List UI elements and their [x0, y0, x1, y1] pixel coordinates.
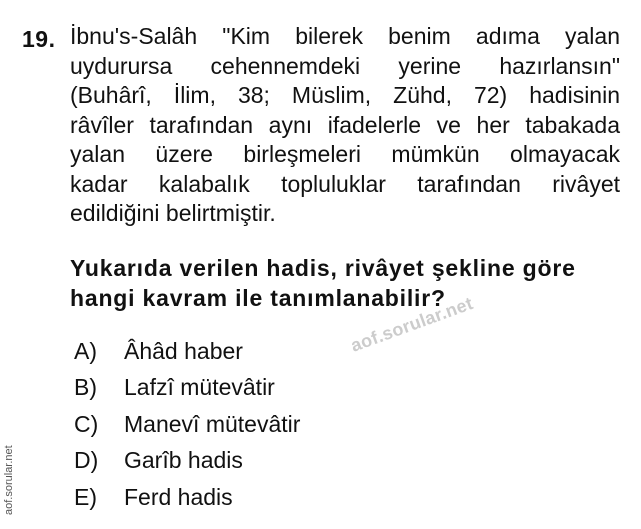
option-text: Manevî mütevâtir — [124, 410, 301, 437]
answer-options — [74, 333, 300, 516]
question-prompt — [70, 253, 630, 313]
side-watermark: aof.sorular.net — [3, 445, 15, 515]
question-number: 19. — [22, 26, 56, 52]
stem-line: (Buhârî, İlim, 38; Müslim, Zühd, 72) hadisinin — [70, 82, 620, 108]
option-a[interactable] — [74, 333, 300, 370]
prompt-line: Yukarıda verilen hadis, rivâyet şekline göre — [70, 255, 576, 281]
option-text: Garîb hadis — [124, 447, 243, 474]
option-text: Lafzî mütevâtir — [124, 374, 275, 401]
option-e[interactable] — [74, 479, 300, 516]
stem-line: kadar kalabalık topluluklar tarafından rivâyet — [70, 170, 620, 197]
stem-line: İbnu's-Salâh "Kim bilerek benim adıma yalan — [70, 23, 620, 49]
option-letter: A) — [74, 337, 97, 364]
stem-line: râvîler tarafından aynı ifadelerle ve her tabakada — [70, 111, 620, 138]
stem-line: edildiğini belirtmiştir. — [70, 200, 276, 226]
option-c[interactable] — [74, 406, 300, 443]
watermark: aof.sorular.net — [348, 293, 476, 356]
option-b[interactable] — [74, 370, 300, 407]
prompt-line: hangi kavram ile tanımlanabilir? — [70, 285, 446, 311]
option-letter: E) — [74, 483, 97, 510]
stem-line: yalan üzere birleşmeleri mümkün olmayacak — [70, 141, 620, 167]
option-letter: C) — [74, 410, 99, 437]
option-text: Âhâd haber — [124, 337, 243, 364]
question-stem — [70, 22, 620, 229]
option-d[interactable] — [74, 443, 300, 480]
option-letter: D) — [74, 447, 99, 474]
option-letter: B) — [74, 374, 97, 401]
option-text: Ferd hadis — [124, 483, 233, 510]
stem-line: uydurursa cehennemdeki yerine hazırlansın" — [70, 52, 620, 79]
